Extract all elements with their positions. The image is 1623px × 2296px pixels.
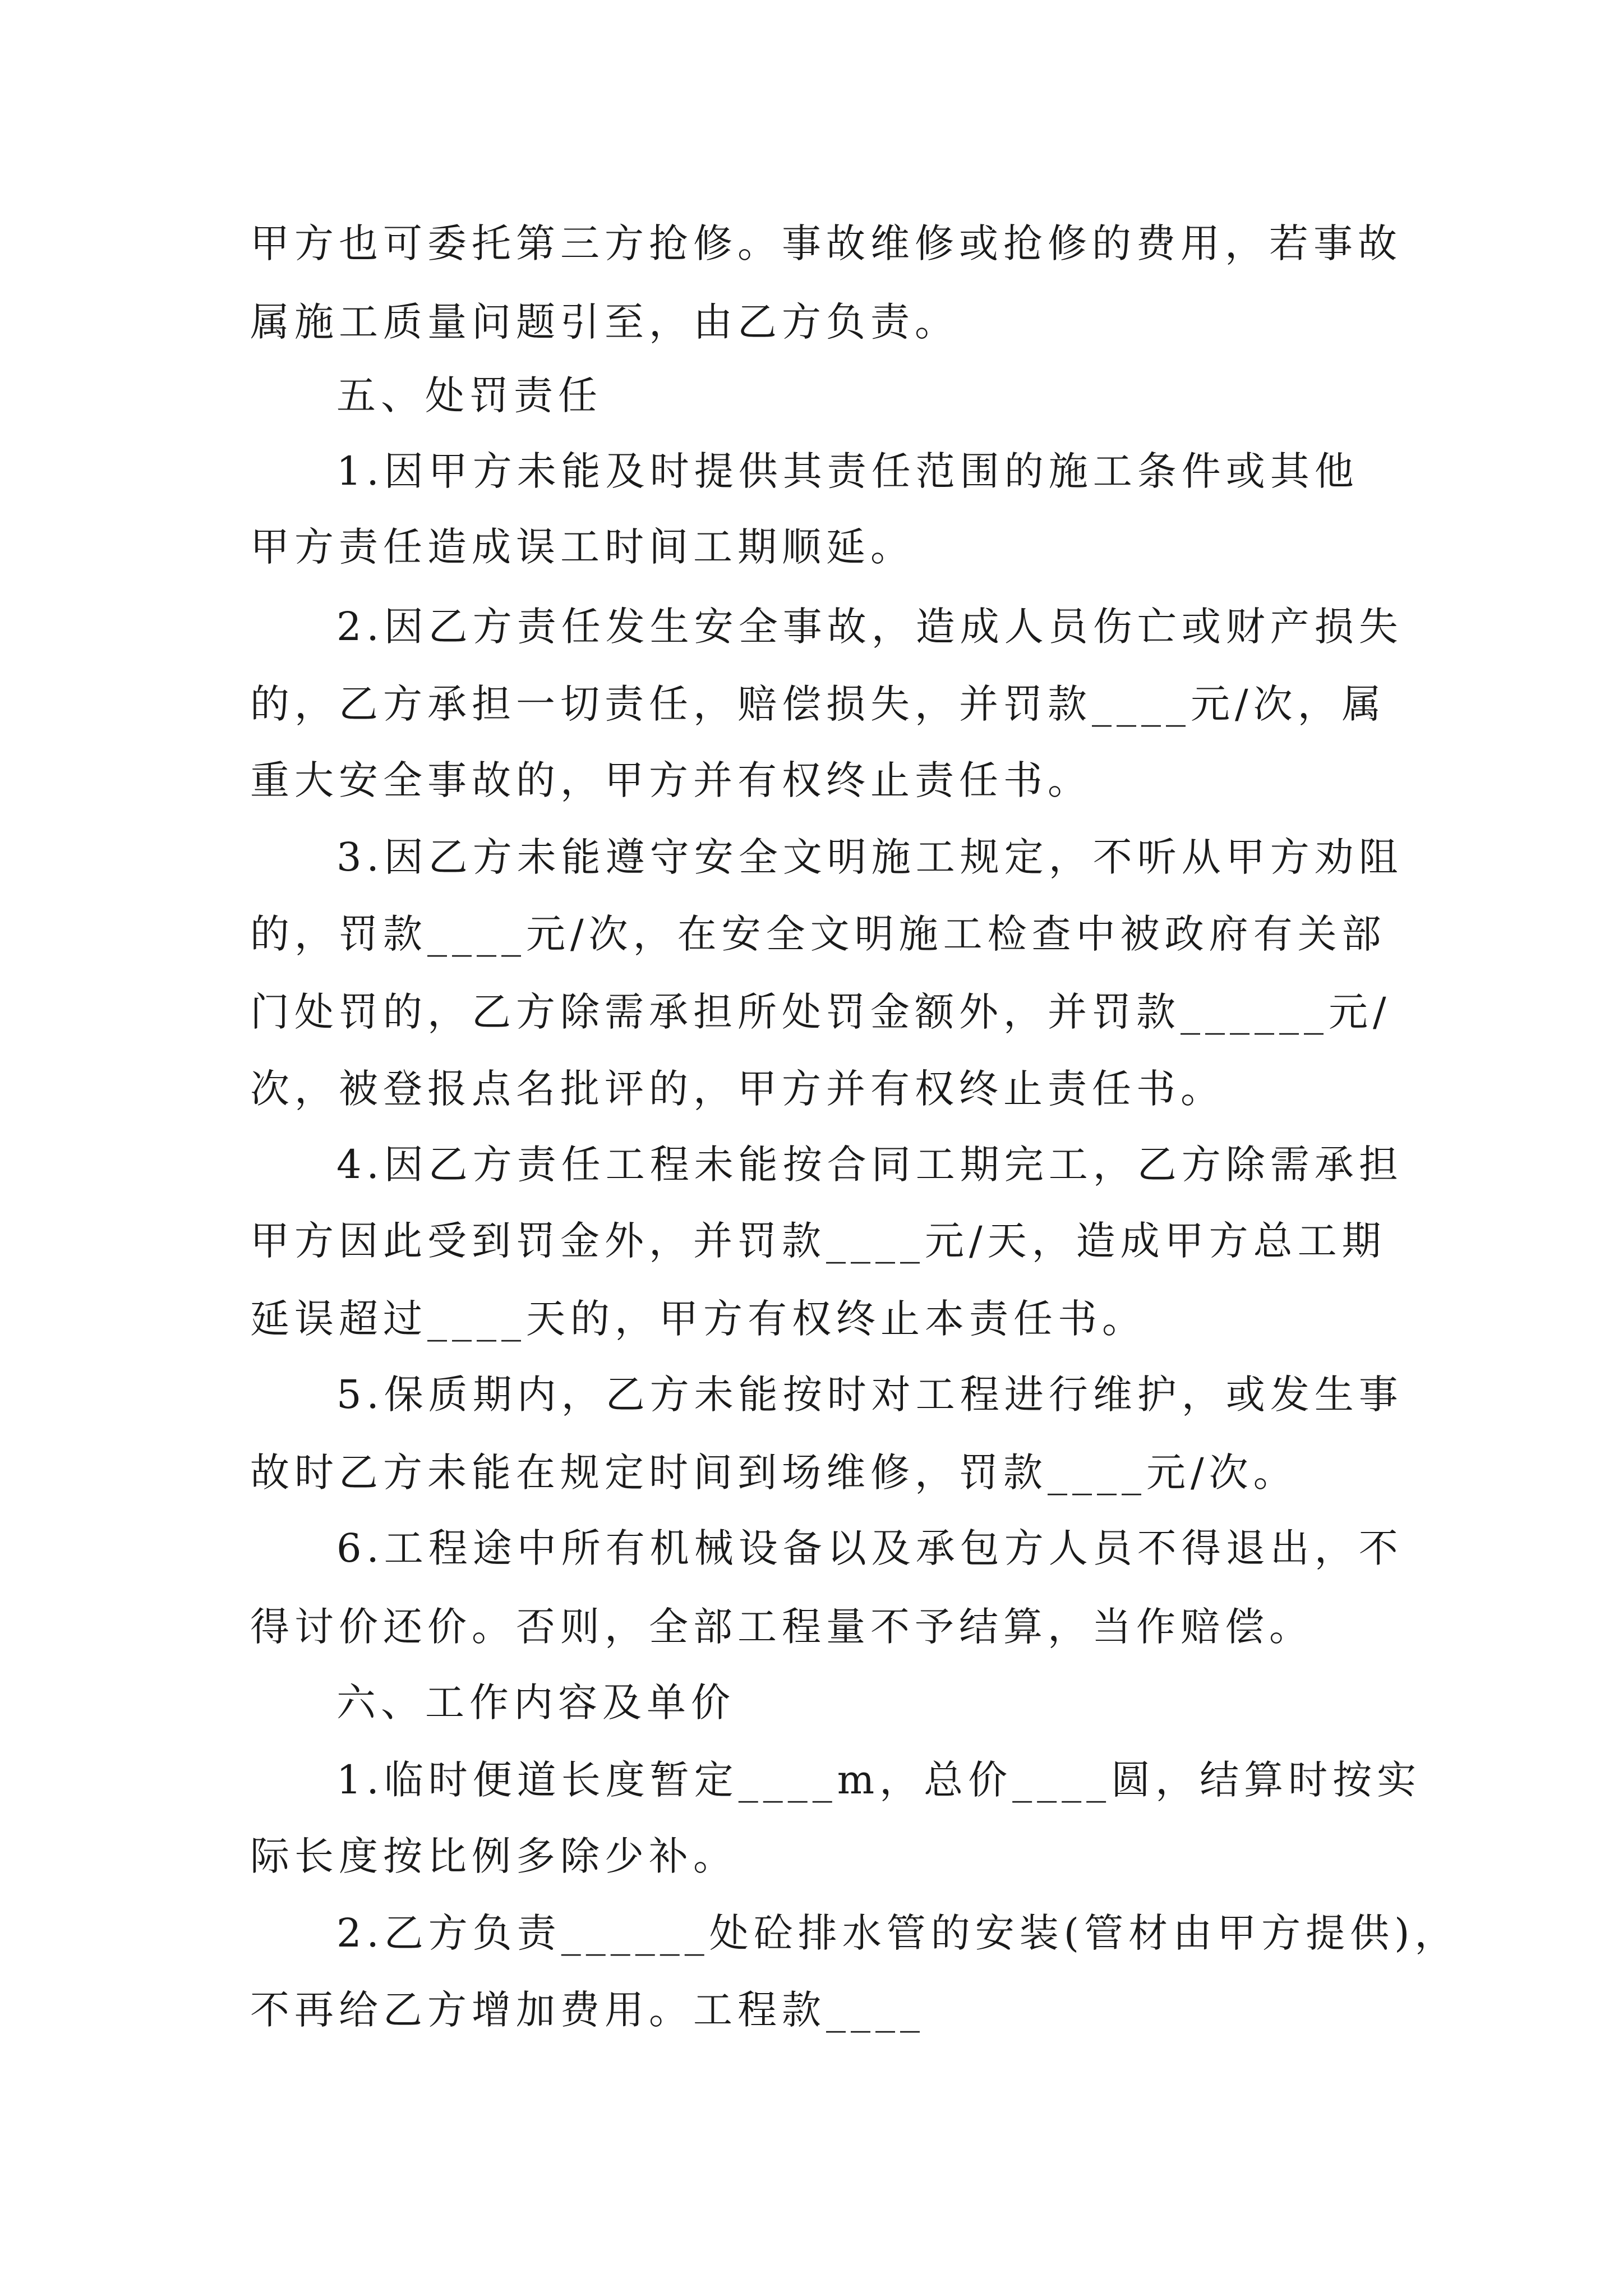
section-heading: 五、处罚责任 [336,372,602,418]
paragraph-line: 不再给乙方增加费用。工程款____ [250,1987,925,2033]
paragraph-line: 2.乙方负责______处砼排水管的安装(管材由甲方提供)， [336,1910,1459,1956]
paragraph-line: 得讨价还价。否则，全部工程量不予结算，当作赔偿。 [250,1604,1313,1650]
paragraph-line: 2.因乙方责任发生安全事故，造成人员伤亡或财产损失 [336,604,1403,650]
paragraph-line: 1.因甲方未能及时提供其责任范围的施工条件或其他 [336,448,1359,494]
paragraph-line: 重大安全事故的，甲方并有权终止责任书。 [250,757,1092,803]
paragraph-line: 际长度按比例多除少补。 [250,1833,737,1879]
paragraph-line: 甲方责任造成误工时间工期顺延。 [250,524,915,570]
paragraph-line: 属施工质量问题引至，由乙方负责。 [250,299,959,345]
paragraph-line: 延误超过____天的，甲方有权终止本责任书。 [250,1296,1146,1342]
paragraph-line: 故时乙方未能在规定时间到场维修，罚款____元/次。 [250,1450,1298,1496]
paragraph-line: 6.工程途中所有机械设备以及承包方人员不得退出，不 [336,1525,1403,1571]
paragraph-line: 甲方也可委托第三方抢修。事故维修或抢修的费用，若事故 [250,220,1402,266]
paragraph-line: 5.保质期内，乙方未能按时对工程进行维护，或发生事 [336,1372,1403,1418]
section-heading: 六、工作内容及单价 [336,1680,735,1726]
paragraph-line: 4.因乙方责任工程未能按合同工期完工，乙方除需承担 [336,1142,1403,1188]
paragraph-line: 的，乙方承担一切责任，赔偿损失，并罚款____元/次，属 [250,681,1386,727]
paragraph-line: 甲方因此受到罚金外，并罚款____元/天，造成甲方总工期 [250,1218,1386,1264]
paragraph-line: 1.临时便道长度暂定____m，总价____圆，结算时按实 [336,1757,1422,1803]
paragraph-line: 的，罚款____元/次，在安全文明施工检查中被政府有关部 [250,911,1386,957]
paragraph-line: 门处罚的，乙方除需承担所处罚金额外，并罚款______元/ [250,989,1391,1035]
paragraph-line: 3.因乙方未能遵守安全文明施工规定，不听从甲方劝阻 [336,834,1403,880]
paragraph-line: 次，被登报点名批评的，甲方并有权终止责任书。 [250,1066,1225,1112]
